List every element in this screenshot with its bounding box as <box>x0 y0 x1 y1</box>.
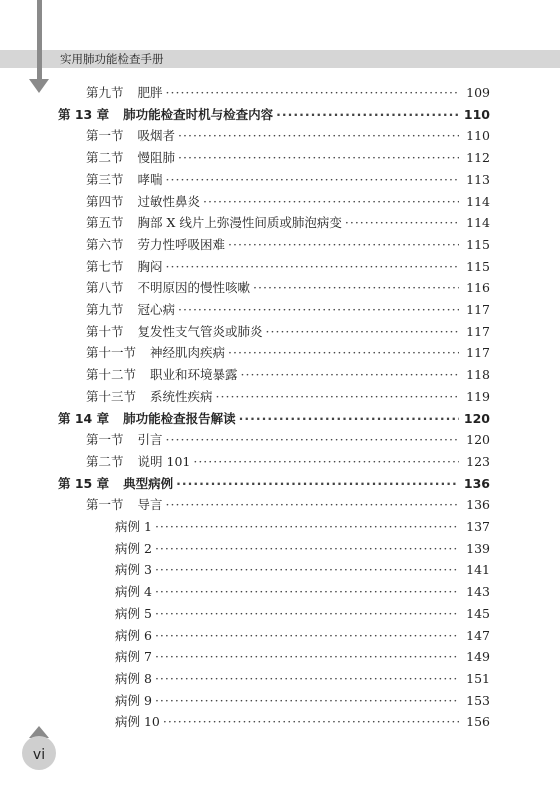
toc-chapter-row <box>58 105 490 125</box>
toc-entry-number: 第六节 <box>86 236 124 252</box>
toc-section-row <box>86 387 490 407</box>
toc-entry-title: 系统性疾病 <box>150 388 213 404</box>
toc-case-row <box>115 539 490 559</box>
toc-entry-number: 病例 6 <box>115 627 152 643</box>
toc-case-row <box>115 517 490 537</box>
dot-leader <box>178 300 459 320</box>
toc-entry-number: 第三节 <box>86 171 124 187</box>
toc-case-row <box>115 626 490 646</box>
dot-leader <box>166 430 459 450</box>
toc-section-row <box>86 192 490 212</box>
toc-section-row <box>86 322 490 342</box>
toc-entry-page: 137 <box>466 519 490 534</box>
toc-entry-number: 第九节 <box>86 85 124 100</box>
toc-entry-page: 109 <box>466 85 490 100</box>
dot-leader <box>276 105 459 125</box>
toc-entry-title: 慢阻肺 <box>137 150 176 166</box>
toc-entry-page: 119 <box>466 388 490 404</box>
dot-leader <box>228 343 459 363</box>
toc-case-row <box>115 560 490 580</box>
toc-entry-title: 劳力性呼吸困难 <box>137 236 226 252</box>
toc-entry-page: 143 <box>466 584 490 600</box>
toc-entry-number: 第五节 <box>86 215 124 231</box>
toc-entry-page: 115 <box>466 236 490 252</box>
toc-entry-number: 病例 2 <box>115 540 152 556</box>
toc-entry-page: 116 <box>466 280 490 296</box>
toc-entry-number: 第 15 章 <box>58 475 110 491</box>
toc-entry-title: 复发性支气管炎或肺炎 <box>137 323 263 339</box>
dot-leader <box>266 322 459 342</box>
down-arrow-stem <box>37 0 42 80</box>
dot-leader <box>155 691 459 711</box>
toc-entry-number: 第九节 <box>86 302 124 317</box>
dot-leader <box>166 257 459 277</box>
toc-entry-page: 149 <box>466 649 490 665</box>
toc-entry-title: 吸烟者 <box>137 128 176 144</box>
toc-entry-page: 156 <box>466 714 490 730</box>
toc-entry-number: 第八节 <box>86 280 124 296</box>
toc-section-row <box>86 343 490 363</box>
toc-entry-number: 第一节 <box>86 432 124 448</box>
toc-entry-page: 136 <box>466 497 490 513</box>
toc-entry-number: 第 14 章 <box>58 410 110 426</box>
dot-leader <box>193 452 459 472</box>
dot-leader <box>155 669 459 689</box>
dot-leader <box>228 235 459 255</box>
dot-leader <box>166 495 459 515</box>
toc-section-row <box>86 452 490 472</box>
toc-entry-title: 典型病例 <box>123 475 174 491</box>
toc-case-row <box>115 669 490 689</box>
toc-section-row <box>86 430 490 450</box>
dot-leader <box>166 170 459 190</box>
dot-leader <box>345 213 459 233</box>
toc-entry-title: 说明 101 <box>137 453 191 469</box>
toc-entry-number: 病例 1 <box>115 519 152 534</box>
toc-entry-number: 第七节 <box>86 258 124 274</box>
toc-case-row <box>115 647 490 667</box>
toc-section-row <box>86 148 490 168</box>
toc-case-row <box>115 604 490 624</box>
toc-chapter-row <box>58 409 490 429</box>
toc-chapter-row <box>58 474 490 494</box>
toc-entry-title: 哮喘 <box>137 171 163 187</box>
dot-leader <box>216 387 459 407</box>
toc-entry-number: 第四节 <box>86 193 124 209</box>
toc-entry-number: 病例 4 <box>115 584 152 600</box>
dot-leader <box>155 626 459 646</box>
down-arrow-icon <box>29 79 49 93</box>
toc-entry-page: 153 <box>466 692 490 708</box>
toc-entry-title: 过敏性鼻炎 <box>137 193 201 209</box>
toc-entry-number: 第十节 <box>86 323 124 339</box>
toc-case-row <box>115 712 490 732</box>
toc-section-row <box>86 126 490 146</box>
toc-entry-page: 147 <box>466 627 490 643</box>
toc-entry-page: 139 <box>466 540 490 556</box>
dot-leader <box>176 474 459 494</box>
toc-entry-number: 第十二节 <box>86 367 137 383</box>
dot-leader <box>241 365 459 385</box>
toc-entry-number: 第一节 <box>86 497 124 513</box>
toc-entry-page: 145 <box>466 605 490 621</box>
toc-entry-number: 病例 5 <box>115 605 152 621</box>
dot-leader <box>178 126 459 146</box>
toc-entry-number: 第一节 <box>86 128 124 144</box>
toc-entry-page: 141 <box>466 562 490 578</box>
toc-entry-number: 病例 8 <box>115 670 152 686</box>
toc-entry-page: 114 <box>466 193 490 209</box>
dot-leader <box>155 517 459 537</box>
dot-leader <box>155 560 459 580</box>
toc-entry-number: 病例 9 <box>115 692 152 708</box>
toc-entry-title: 引言 <box>137 432 163 448</box>
toc-entry-number: 第二节 <box>86 150 124 166</box>
toc-section-row <box>86 235 490 255</box>
toc-entry-title: 冠心病 <box>137 302 176 317</box>
toc-case-row <box>115 582 490 602</box>
toc-entry-title: 肺功能检查时机与检查内容 <box>123 106 274 122</box>
toc-entry-title: 不明原因的慢性咳嗽 <box>137 280 251 296</box>
toc-entry-page: 120 <box>463 410 490 426</box>
dot-leader <box>155 647 459 667</box>
toc-entry-title: 职业和环境暴露 <box>150 367 238 383</box>
toc-entry-page: 117 <box>466 345 490 361</box>
dot-leader <box>239 409 459 429</box>
toc-entry-title: 胸闷 <box>137 258 163 274</box>
toc-entry-number: 病例 7 <box>115 649 152 665</box>
toc-entry-number: 第十一节 <box>86 345 137 361</box>
toc-entry-page: 113 <box>466 171 490 187</box>
dot-leader <box>203 192 459 212</box>
toc-section-row <box>86 213 490 233</box>
dot-leader <box>155 582 459 602</box>
toc-entry-page: 118 <box>466 367 490 383</box>
toc-entry-number: 第二节 <box>86 453 124 469</box>
toc-entry-page: 117 <box>466 323 490 339</box>
toc-entry-number: 病例 10 <box>115 714 160 730</box>
dot-leader <box>178 148 459 168</box>
dot-leader <box>166 83 459 103</box>
toc-entry-page: 112 <box>466 150 490 166</box>
toc-entry-number: 第 13 章 <box>58 106 110 122</box>
toc-entry-page: 120 <box>466 432 490 448</box>
toc-entry-title: 胸部 X 线片上弥漫性间质或肺泡病变 <box>137 215 342 231</box>
toc-section-row <box>86 300 490 320</box>
toc-entry-page: 114 <box>466 215 490 231</box>
toc-entry-page: 151 <box>466 670 490 686</box>
toc-section-row <box>86 83 490 103</box>
toc-section-row <box>86 257 490 277</box>
dot-leader <box>253 278 459 298</box>
toc-entry-number: 病例 3 <box>115 562 152 578</box>
toc-entry-page: 123 <box>466 453 490 469</box>
page-number: vi <box>32 747 46 763</box>
toc-case-row <box>115 691 490 711</box>
toc-entry-number: 第十三节 <box>86 388 137 404</box>
toc-section-row <box>86 365 490 385</box>
toc-entry-page: 110 <box>466 128 490 144</box>
toc-section-row <box>86 278 490 298</box>
dot-leader <box>155 539 459 559</box>
toc-entry-page: 117 <box>466 302 490 317</box>
toc-entry-page: 136 <box>463 475 490 491</box>
toc-entry-page: 115 <box>466 258 490 274</box>
toc-entry-title: 导言 <box>137 497 163 513</box>
toc-entry-title: 神经肌肉疾病 <box>150 345 226 361</box>
toc-entry-title: 肺功能检查报告解读 <box>123 410 236 426</box>
toc-section-row <box>86 495 490 515</box>
running-header-title: 实用肺功能检查手册 <box>60 52 164 66</box>
toc-section-row <box>86 170 490 190</box>
toc-entry-page: 110 <box>463 106 490 122</box>
toc-entry-title: 肥胖 <box>137 85 163 100</box>
dot-leader <box>163 712 459 732</box>
dot-leader <box>155 604 459 624</box>
